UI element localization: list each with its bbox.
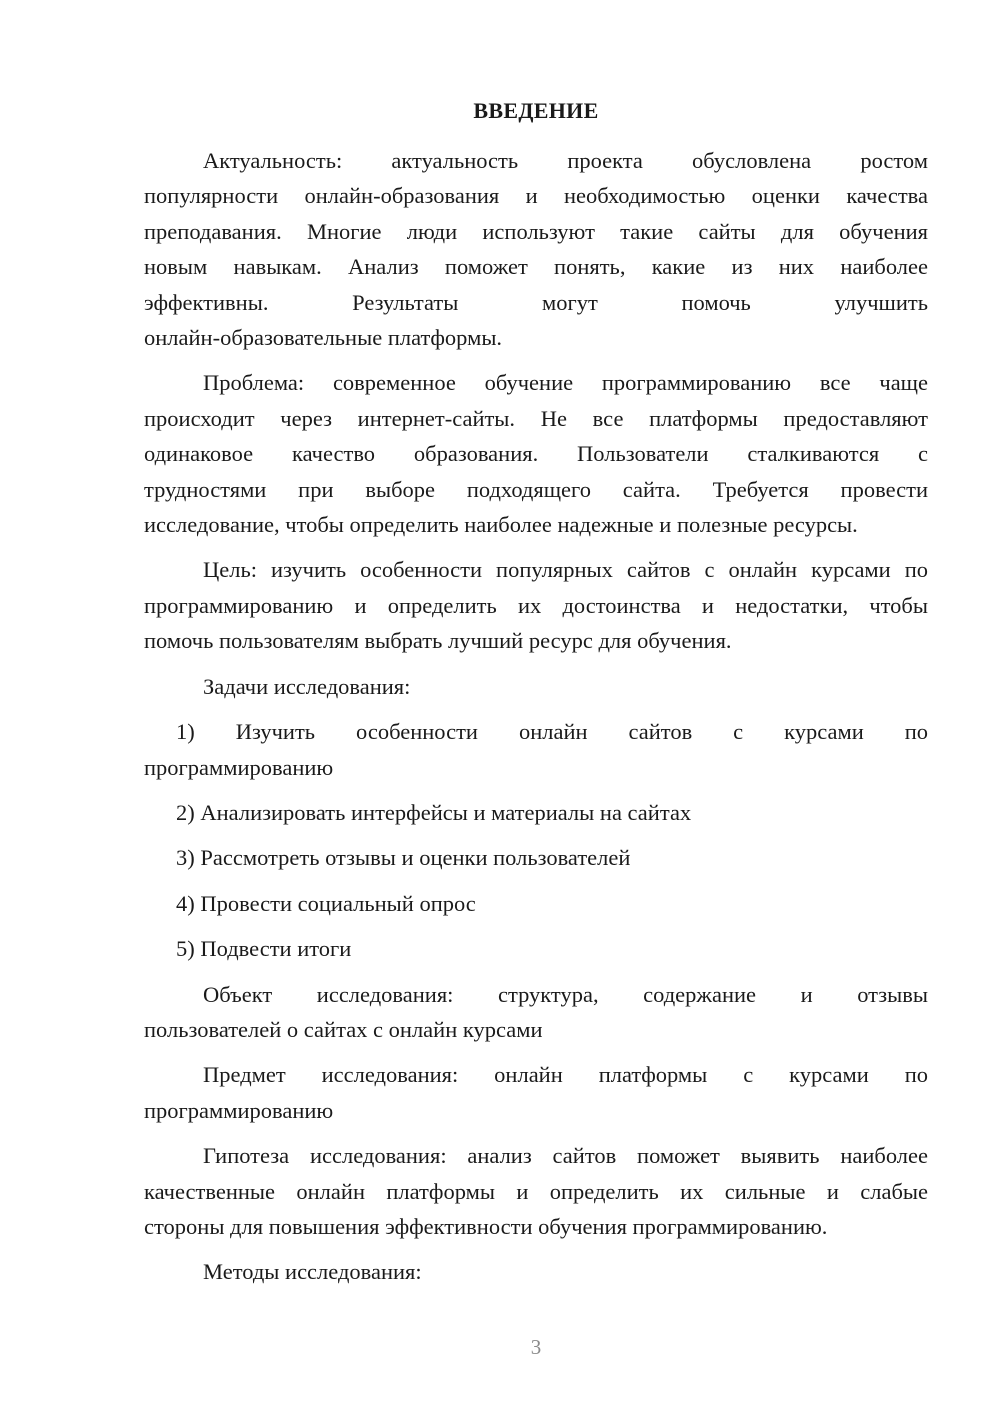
text-line: новым навыкам. Анализ поможет понять, какие из них наиболее: [144, 254, 928, 280]
text-line: Актуальность: актуальность проекта обусловлена ростом: [203, 148, 928, 173]
text-line: онлайн-образовательные платформы.: [144, 325, 503, 351]
text-line: Предмет исследования: онлайн платформы с курсами по: [203, 1062, 928, 1088]
text-line: Задачи исследования:: [203, 673, 411, 699]
text-line: Гипотеза исследования: анализ сайтов поможет выявить наиболее: [203, 1143, 928, 1169]
task-item-3: [144, 840, 928, 875]
text-line: эффективны. Результаты могут помочь улучшить: [144, 289, 928, 315]
paragraph-problem: [144, 365, 928, 542]
text-line: программированию: [144, 754, 334, 780]
text-line: 1) Изучить особенности онлайн сайтов с курсами по: [176, 719, 928, 745]
methods-heading: [144, 1254, 928, 1289]
task-item-5: [144, 931, 928, 966]
text-line: качественные онлайн платформы и определить их сильные и слабые: [144, 1178, 928, 1204]
text-line: 4) Провести социальный опрос: [176, 890, 476, 916]
paragraph-relevance: [144, 143, 928, 355]
paragraph-hypothesis: [144, 1138, 928, 1244]
text-line: происходит через интернет-сайты. Не все платформы предоставляют: [144, 405, 928, 431]
text-line: Проблема: современное обучение программированию все чаще: [203, 370, 928, 396]
text-line: программированию и определить их достоинства и недостатки, чтобы: [144, 592, 928, 618]
paragraph-object: [144, 977, 928, 1048]
text-line: исследование, чтобы определить наиболее надежные и полезные ресурсы.: [144, 512, 858, 538]
text-line: 3) Рассмотреть отзывы и оценки пользователей: [176, 845, 631, 871]
text-line: 2) Анализировать интерфейсы и материалы на сайтах: [176, 799, 692, 825]
text-line: программированию: [144, 1097, 334, 1123]
section-title: ВВЕДЕНИЕ: [473, 98, 599, 123]
document-page: [144, 0, 928, 1414]
tasks-heading: [144, 669, 928, 704]
text-line: популярности онлайн-образования и необходимостью оценки качества: [144, 183, 928, 209]
text-line: Цель: изучить особенности популярных сайтов с онлайн курсами по: [203, 557, 928, 583]
text-line: стороны для повышения эффективности обучения программированию.: [144, 1213, 828, 1239]
text-line: Объект исследования: структура, содержание и отзывы: [203, 981, 928, 1007]
text-line: одинаковое качество образования. Пользователи сталкиваются с: [144, 441, 928, 467]
paragraph-subject: [144, 1057, 928, 1128]
text-line: 5) Подвести итоги: [176, 936, 352, 962]
page-number: 3: [530, 1335, 542, 1359]
text-line: преподавания. Многие люди используют такие сайты для обучения: [144, 218, 928, 244]
text-line: помочь пользователям выбрать лучший ресурс для обучения.: [144, 628, 732, 654]
text-line: Методы исследования:: [203, 1259, 422, 1285]
text-line: пользователей о сайтах с онлайн курсами: [144, 1016, 543, 1042]
document-body: [144, 143, 928, 1300]
paragraph-goal: [144, 552, 928, 658]
text-line: трудностями при выборе подходящего сайта. Требуется провести: [144, 476, 928, 502]
task-item-1: [144, 714, 928, 785]
task-item-4: [144, 886, 928, 921]
task-item-2: [144, 795, 928, 830]
